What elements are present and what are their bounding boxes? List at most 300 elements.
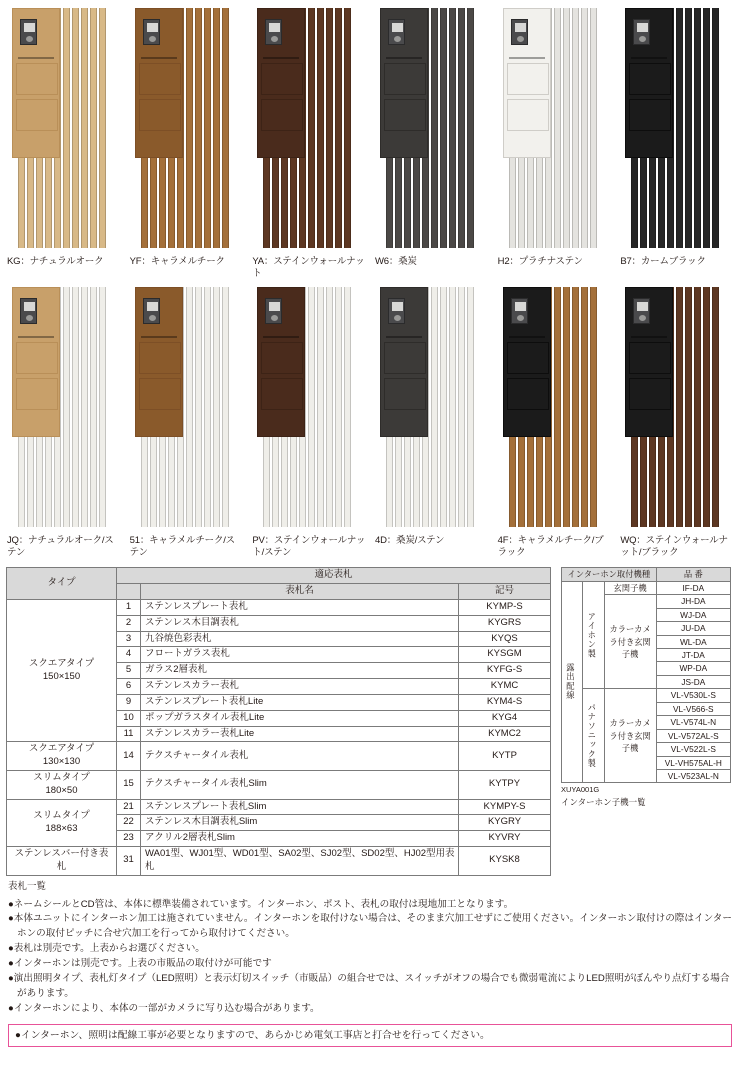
nameplate-type-cell: ステンレスバー付き表札: [7, 847, 117, 876]
slat: [63, 8, 70, 248]
slat: [150, 158, 157, 248]
slat: [404, 158, 411, 248]
intercom-model-code: IF-DA: [656, 581, 730, 594]
slat: [395, 158, 402, 248]
slat: [317, 287, 324, 527]
intercom-model-code: WL-DA: [656, 635, 730, 648]
slat: [694, 8, 701, 248]
post-box-upper: [16, 342, 58, 374]
slat: [440, 287, 447, 527]
slat: [45, 437, 52, 527]
product-label: YA：ステインウォールナット: [252, 256, 365, 280]
slat: [90, 8, 97, 248]
product-image-kg: [6, 4, 121, 252]
nameplate-no-cell: 14: [117, 742, 141, 771]
gate-unit-illustration: [257, 287, 343, 527]
slat: [440, 8, 447, 248]
slat: [694, 287, 701, 527]
nameplate-no-cell: 2: [117, 615, 141, 631]
slat: [649, 437, 656, 527]
front-panel: [12, 287, 60, 437]
intercom-camera-icon: [20, 298, 37, 324]
nameplate-name-cell: ガラス2層表札: [141, 663, 459, 679]
nameplate-no-cell: 11: [117, 726, 141, 742]
nameplate-table-caption: 表札一覧: [8, 880, 47, 892]
intercom-model-code: VL-V566-S: [656, 702, 730, 715]
slat: [712, 287, 719, 527]
table-row: [7, 600, 551, 616]
nameplate-no-cell: 22: [117, 815, 141, 831]
intercom-camera-icon: [633, 298, 650, 324]
mail-slot-line: [141, 57, 177, 59]
gate-unit-illustration: [380, 8, 466, 248]
nameplate-table: [6, 567, 551, 875]
nameplate-code-cell: KYSK8: [459, 847, 551, 876]
gate-unit-illustration: [380, 287, 466, 527]
slat: [563, 8, 570, 248]
post-box-upper: [16, 63, 58, 95]
slat: [317, 8, 324, 248]
intercom-table-body: [562, 581, 731, 783]
nameplate-code-cell: KYM4-S: [459, 694, 551, 710]
slat: [572, 8, 579, 248]
intercom-camera-icon: [20, 19, 37, 45]
intercom-subgroup-cell: カラーカメラ付き玄関子機: [604, 689, 656, 783]
slat: [509, 158, 516, 248]
nameplate-type-cell: スクエアタイプ 150×150: [7, 600, 117, 742]
slat: [458, 8, 465, 248]
slat: [658, 158, 665, 248]
slat: [222, 8, 229, 248]
gate-unit-illustration: [503, 287, 589, 527]
post-box-upper: [629, 63, 671, 95]
front-panel: [380, 8, 428, 158]
product-cell-4f: [497, 283, 612, 560]
intercom-camera-icon: [511, 19, 528, 45]
slat: [150, 437, 157, 527]
nameplate-name-cell: ステンレスプレート表札: [141, 600, 459, 616]
intercom-camera-icon: [143, 19, 160, 45]
intercom-subgroup-cell: カラーカメラ付き玄関子機: [604, 595, 656, 689]
product-image-4d: [374, 283, 489, 531]
nameplate-name-cell: ステンレスカラー表札Lite: [141, 726, 459, 742]
nameplate-code-cell: KYGRS: [459, 615, 551, 631]
product-label: 51：キャラメルチーク/ステン: [129, 534, 235, 559]
product-image-b7: [619, 4, 734, 252]
nameplate-code-cell: KYG4: [459, 710, 551, 726]
slat: [81, 287, 88, 527]
nameplate-table-head: [7, 568, 551, 600]
nameplate-no-cell: 9: [117, 694, 141, 710]
product-cell-wq: [619, 283, 734, 560]
slat: [195, 8, 202, 248]
intercom-model-code: VL-V572AL-S: [656, 729, 730, 742]
nameplate-code-cell: KYMPY-S: [459, 799, 551, 815]
post-box-upper: [629, 342, 671, 374]
slat: [703, 8, 710, 248]
gate-unit-illustration: [625, 287, 711, 527]
post-box-lower: [507, 378, 549, 410]
product-image-yf: [129, 4, 244, 252]
intercom-model-code: VL-V530L-S: [656, 689, 730, 702]
gate-unit-illustration: [503, 8, 589, 248]
note-item: ●表札は別売です。上表からお選びください。: [8, 943, 205, 955]
table-row: [7, 742, 551, 771]
product-label: PV：ステインウォールナット/ステン: [252, 534, 366, 559]
slat: [141, 437, 148, 527]
product-label: B7：カームブラック: [620, 256, 706, 267]
slat: [572, 287, 579, 527]
post-box-upper: [507, 342, 549, 374]
intercom-header-code: 品 番: [656, 568, 730, 581]
slat: [308, 8, 315, 248]
mail-slot-line: [263, 57, 299, 59]
slat: [36, 158, 43, 248]
post-box-lower: [629, 99, 671, 131]
front-panel: [380, 287, 428, 437]
slat: [326, 8, 333, 248]
product-cell-b7: [619, 4, 734, 281]
slat: [18, 437, 25, 527]
product-cell-jq: [6, 283, 121, 560]
slat: [527, 437, 534, 527]
product-image-jq: [6, 283, 121, 531]
slat: [168, 158, 175, 248]
nameplate-no-cell: 1: [117, 600, 141, 616]
slat: [204, 8, 211, 248]
nameplate-table-body: [7, 600, 551, 876]
slat: [518, 437, 525, 527]
product-image-h2: [497, 4, 612, 252]
post-box-lower: [384, 99, 426, 131]
slat: [518, 158, 525, 248]
intercom-side-label: 露出配線: [562, 581, 583, 783]
nameplate-name-cell: 九谷焼色彩表札: [141, 631, 459, 647]
gate-unit-illustration: [12, 8, 98, 248]
slat: [536, 437, 543, 527]
post-box-upper: [384, 342, 426, 374]
table-row: [562, 581, 731, 594]
intercom-camera-icon: [511, 298, 528, 324]
product-label: YF：キャラメルチーク: [129, 256, 225, 267]
post-box-lower: [261, 99, 303, 131]
slat: [395, 437, 402, 527]
intercom-model-code: WJ-DA: [656, 608, 730, 621]
slat: [90, 287, 97, 527]
nameplate-name-cell: ステンレスプレート表札Lite: [141, 694, 459, 710]
post-box-upper: [139, 342, 181, 374]
slat: [186, 287, 193, 527]
post-box-lower: [16, 378, 58, 410]
note-item: ●本体ユニットにインターホン加工は施されていません。インターホンを取付けない場合は、そのまま穴加工せずにご使用ください。インターホン取付けの際はインターホンの取付ピッチに合せ穴加工を行ってから取付けてください。: [8, 913, 732, 940]
mail-slot-line: [631, 336, 667, 338]
nameplate-no-cell: 15: [117, 770, 141, 799]
slat: [308, 287, 315, 527]
slat: [685, 287, 692, 527]
table-row: [562, 689, 731, 702]
product-label: JQ：ナチュラルオーク/ステン: [7, 534, 114, 559]
slat: [27, 437, 34, 527]
product-cell-kg: [6, 4, 121, 281]
slat: [159, 437, 166, 527]
slat: [631, 158, 638, 248]
product-label: H2：プラチナステン: [497, 256, 583, 267]
slat: [554, 287, 561, 527]
slat: [72, 287, 79, 527]
intercom-model-code: WP-DA: [656, 662, 730, 675]
gate-unit-illustration: [257, 8, 343, 248]
note-item: ●インターホンにより、本体の一部がカメラに写り込む場合があります。: [8, 1002, 320, 1014]
product-label: 4F：キャラメルチーク/ブラック: [497, 534, 604, 559]
intercom-model-code: VL-V574L-N: [656, 716, 730, 729]
nameplate-table-block: [6, 567, 551, 891]
slat: [676, 287, 683, 527]
nameplate-group-header: 適応表札: [117, 568, 551, 584]
nameplate-name-cell: テクスチャータイル表札: [141, 742, 459, 771]
mail-slot-line: [18, 336, 54, 338]
product-cell-4d: [374, 283, 489, 560]
mail-slot-line: [386, 336, 422, 338]
post-box-upper: [384, 63, 426, 95]
intercom-header-row: [562, 568, 731, 581]
slat: [290, 158, 297, 248]
slat: [527, 158, 534, 248]
slat: [581, 8, 588, 248]
gate-unit-illustration: [12, 287, 98, 527]
slat: [168, 437, 175, 527]
intercom-header-machine: インターホン取付機種: [562, 568, 657, 581]
slat: [712, 8, 719, 248]
slat: [272, 437, 279, 527]
mail-slot-line: [18, 57, 54, 59]
intercom-camera-icon: [265, 19, 282, 45]
slat: [290, 437, 297, 527]
slat: [431, 8, 438, 248]
nameplate-code-cell: KYTPY: [459, 770, 551, 799]
product-image-ya: [251, 4, 366, 252]
callout-notice: ●インターホン、照明は配線工事が必要となりますので、あらかじめ電気工事店と打合せを行ってください。: [8, 1024, 732, 1048]
intercom-camera-icon: [143, 298, 160, 324]
nameplate-name-cell: ステンレス木目調表札Slim: [141, 815, 459, 831]
slat: [222, 287, 229, 527]
slat: [281, 158, 288, 248]
note-item: ●インターホンは別売です。上表の市販品の取付けが可能です: [8, 958, 272, 970]
gate-unit-illustration: [135, 8, 221, 248]
front-panel: [135, 8, 183, 158]
intercom-brand-cell: アイホン製: [583, 581, 604, 689]
slat: [467, 8, 474, 248]
intercom-camera-icon: [265, 298, 282, 324]
slat: [186, 8, 193, 248]
slat: [413, 437, 420, 527]
slat: [640, 158, 647, 248]
post-box-upper: [139, 63, 181, 95]
slat: [272, 158, 279, 248]
nameplate-no-cell: 23: [117, 831, 141, 847]
nameplate-no-cell: 31: [117, 847, 141, 876]
front-panel: [257, 8, 305, 158]
slat: [590, 287, 597, 527]
mail-slot-line: [263, 336, 299, 338]
slat: [335, 8, 342, 248]
nameplate-no-cell: 5: [117, 663, 141, 679]
slat: [195, 287, 202, 527]
slat: [72, 8, 79, 248]
post-box-lower: [16, 99, 58, 131]
nameplate-name-cell: フロートガラス表札: [141, 647, 459, 663]
slat: [386, 158, 393, 248]
slat: [335, 287, 342, 527]
intercom-model-code: JT-DA: [656, 649, 730, 662]
nameplate-group-header-row: [7, 568, 551, 584]
post-box-upper: [507, 63, 549, 95]
intercom-figure-code: XUYA001G: [561, 785, 600, 795]
nameplate-name-cell: WA01型、WJ01型、WD01型、SA02型、SJ02型、SD02型、HJ02型用表札: [141, 847, 459, 876]
slat: [63, 287, 70, 527]
nameplate-code-cell: KYGRY: [459, 815, 551, 831]
gate-unit-illustration: [625, 8, 711, 248]
intercom-subgroup-cell: 玄関子機: [604, 581, 656, 594]
product-label: 4D：桑炭/ステン: [374, 534, 445, 546]
product-image-pv: [251, 283, 366, 531]
intercom-model-code: VL-V522L-S: [656, 743, 730, 756]
front-panel: [625, 287, 673, 437]
slat: [159, 158, 166, 248]
post-box-lower: [261, 378, 303, 410]
slat: [281, 437, 288, 527]
slat: [458, 287, 465, 527]
nameplate-no-cell: 6: [117, 679, 141, 695]
slat: [554, 8, 561, 248]
nameplate-code-cell: KYSGM: [459, 647, 551, 663]
slat: [536, 158, 543, 248]
nameplate-code-cell: KYVRY: [459, 831, 551, 847]
post-box-upper: [261, 342, 303, 374]
slat: [81, 8, 88, 248]
notes-section: [0, 892, 740, 1017]
intercom-model-code: VL-V523AL-N: [656, 769, 730, 782]
slat: [99, 8, 106, 248]
nameplate-code-cell: KYQS: [459, 631, 551, 647]
front-panel: [12, 8, 60, 158]
nameplate-code-cell: KYMC: [459, 679, 551, 695]
tables-section: [0, 559, 740, 891]
post-box-lower: [139, 378, 181, 410]
product-label: KG：ナチュラルオーク: [7, 256, 104, 267]
slat: [431, 287, 438, 527]
nameplate-header-no: [117, 584, 141, 600]
nameplate-name-cell: ステンレスプレート表札Slim: [141, 799, 459, 815]
mail-slot-line: [631, 57, 667, 59]
slat: [204, 287, 211, 527]
slat: [27, 158, 34, 248]
slat: [685, 8, 692, 248]
product-image-wq: [619, 283, 734, 531]
slat: [141, 158, 148, 248]
intercom-table-head: [562, 568, 731, 581]
front-panel: [503, 8, 551, 158]
slat: [676, 8, 683, 248]
post-box-lower: [384, 378, 426, 410]
slat: [344, 8, 351, 248]
nameplate-code-cell: KYMP-S: [459, 600, 551, 616]
product-cell-h2: [497, 4, 612, 281]
slat: [449, 287, 456, 527]
table-row: [7, 799, 551, 815]
nameplate-code-cell: KYMC2: [459, 726, 551, 742]
nameplate-type-cell: スリムタイプ 180×50: [7, 770, 117, 799]
product-cell-w6: [374, 4, 489, 281]
slat: [344, 287, 351, 527]
slat: [263, 158, 270, 248]
nameplate-header-type: タイプ: [7, 568, 117, 600]
slat: [581, 287, 588, 527]
product-cell-51: [129, 283, 244, 560]
product-cell-pv: [251, 283, 366, 560]
intercom-camera-icon: [388, 298, 405, 324]
nameplate-name-cell: ステンレス木目調表札: [141, 615, 459, 631]
nameplate-header-name: 表札名: [141, 584, 459, 600]
post-box-upper: [261, 63, 303, 95]
nameplate-no-cell: 4: [117, 647, 141, 663]
mail-slot-line: [141, 336, 177, 338]
intercom-brand-cell: パナソニック製: [583, 689, 604, 783]
slat: [404, 437, 411, 527]
intercom-model-code: JU-DA: [656, 622, 730, 635]
nameplate-name-cell: ステンレスカラー表札: [141, 679, 459, 695]
nameplate-no-cell: 10: [117, 710, 141, 726]
table-row: [7, 847, 551, 876]
slat: [467, 287, 474, 527]
intercom-model-code: JS-DA: [656, 675, 730, 688]
nameplate-name-cell: ポップガラスタイル表札Lite: [141, 710, 459, 726]
note-item: ●ネームシールとCD管は、本体に標準装備されています。インターホン、ポスト、表札の取付は現地加工となります。: [8, 898, 514, 910]
post-box-lower: [139, 99, 181, 131]
slat: [18, 158, 25, 248]
front-panel: [503, 287, 551, 437]
nameplate-no-cell: 3: [117, 631, 141, 647]
slat: [99, 287, 106, 527]
product-image-4f: [497, 283, 612, 531]
slat: [649, 158, 656, 248]
mail-slot-line: [509, 336, 545, 338]
mail-slot-line: [386, 57, 422, 59]
slat: [213, 287, 220, 527]
intercom-camera-icon: [388, 19, 405, 45]
slat: [263, 437, 270, 527]
product-label: W6：桑炭: [374, 256, 417, 267]
nameplate-type-cell: スクエアタイプ 130×130: [7, 742, 117, 771]
intercom-table-block: [561, 567, 731, 808]
post-box-lower: [507, 99, 549, 131]
intercom-model-code: VL-VH575AL-H: [656, 756, 730, 769]
product-cell-yf: [129, 4, 244, 281]
nameplate-header-code: 記号: [459, 584, 551, 600]
product-image-w6: [374, 4, 489, 252]
slat: [563, 287, 570, 527]
slat: [326, 287, 333, 527]
front-panel: [257, 287, 305, 437]
table-row: [7, 770, 551, 799]
nameplate-name-cell: テクスチャータイル表札Slim: [141, 770, 459, 799]
slat: [640, 437, 647, 527]
nameplate-type-cell: スリムタイプ 188×63: [7, 799, 117, 846]
slat: [631, 437, 638, 527]
intercom-model-code: JH-DA: [656, 595, 730, 608]
post-box-lower: [629, 378, 671, 410]
intercom-table-caption: インターホン子機一覧: [561, 797, 646, 808]
nameplate-code-cell: KYTP: [459, 742, 551, 771]
